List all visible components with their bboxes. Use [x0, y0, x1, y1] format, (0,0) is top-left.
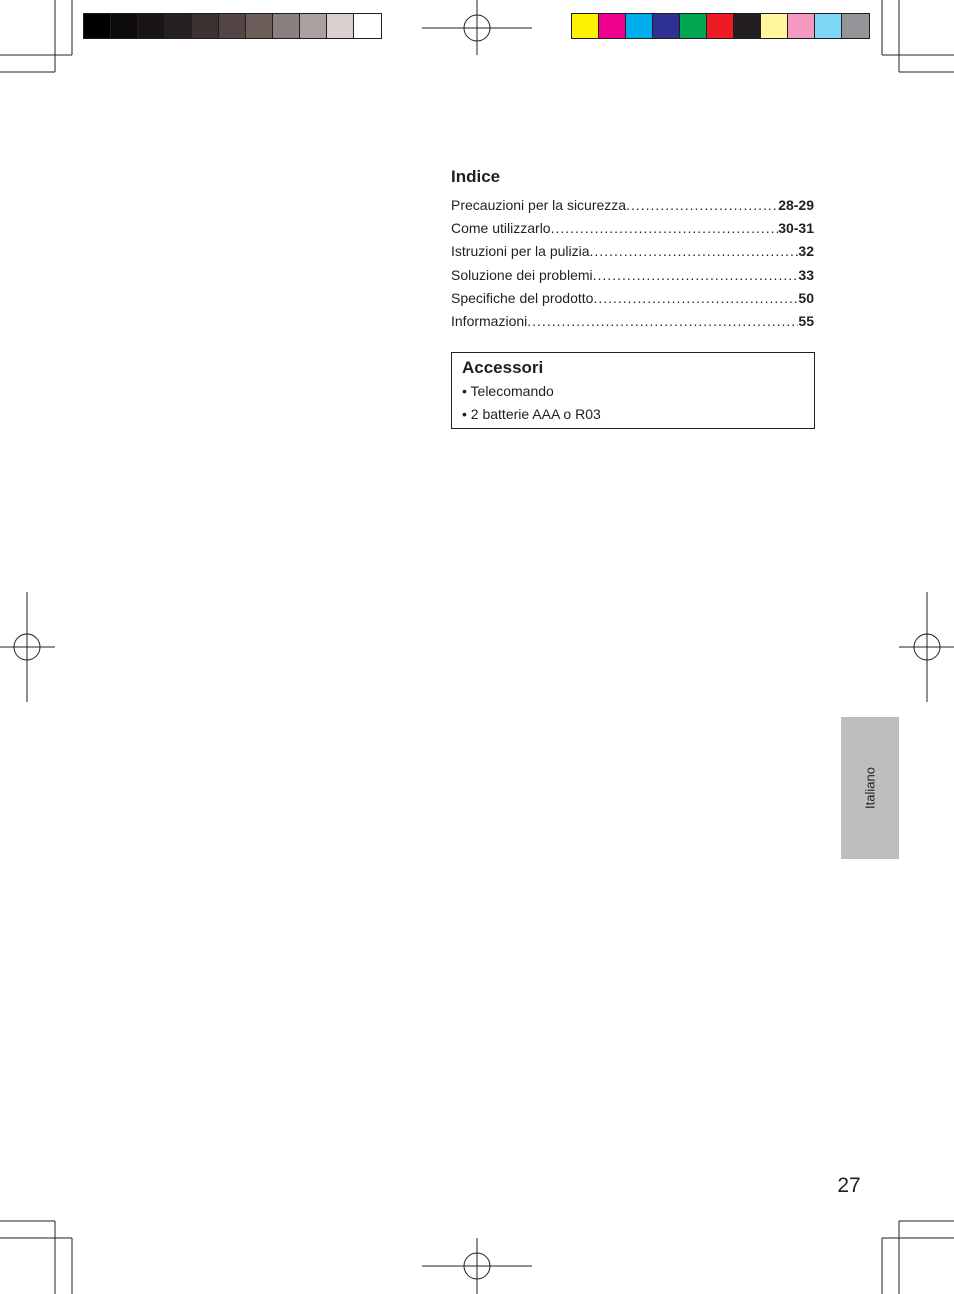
- accessories-title: Accessori: [462, 358, 544, 377]
- toc-entry-page: 30-31: [778, 220, 814, 237]
- color-swatch: [111, 14, 138, 38]
- leader-dots: [626, 194, 778, 217]
- toc-entry[interactable]: [451, 240, 814, 263]
- toc-title: Indice: [451, 167, 501, 186]
- toc-entry[interactable]: [451, 310, 814, 333]
- accessory-item: • 2 batterie AAA o R03: [462, 406, 601, 422]
- leader-dots: [551, 217, 779, 240]
- toc-entry[interactable]: [451, 217, 814, 240]
- grayscale-color-bar: [83, 13, 382, 39]
- color-swatch: [327, 14, 354, 38]
- color-swatch: [246, 14, 273, 38]
- toc-entry-page: 33: [798, 266, 814, 283]
- color-swatch: [842, 14, 869, 38]
- accessories-box: [451, 352, 815, 429]
- color-swatch: [626, 14, 653, 38]
- color-swatch: [815, 14, 842, 38]
- registration-mark-right: [899, 592, 954, 702]
- toc-entry-label: Specifiche del prodotto: [451, 289, 594, 306]
- registration-mark-left: [0, 592, 55, 702]
- accessory-item: • Telecomando: [462, 383, 554, 399]
- color-swatch: [653, 14, 680, 38]
- color-swatch: [707, 14, 734, 38]
- color-swatch: [734, 14, 761, 38]
- color-swatch: [219, 14, 246, 38]
- leader-dots: [527, 310, 798, 333]
- page-number: 27: [837, 1174, 861, 1197]
- table-of-contents: [451, 166, 814, 333]
- color-swatch: [761, 14, 788, 38]
- color-swatch: [192, 14, 219, 38]
- toc-entry-label: Soluzione dei problemi: [451, 266, 593, 283]
- toc-entry[interactable]: [451, 287, 814, 310]
- leader-dots: [593, 264, 799, 287]
- toc-entry[interactable]: [451, 194, 814, 217]
- leader-dots: [590, 240, 799, 263]
- toc-entry-page: 32: [798, 243, 814, 260]
- registration-mark-bottom: [422, 1238, 532, 1294]
- toc-entry-label: Precauzioni per la sicurezza: [451, 197, 627, 213]
- toc-entry-label: Istruzioni per la pulizia: [451, 243, 590, 260]
- toc-entry[interactable]: [451, 264, 814, 287]
- toc-entry-label: Come utilizzarlo: [451, 220, 551, 237]
- color-swatch: [273, 14, 300, 38]
- registration-mark-top: [422, 0, 532, 55]
- color-swatch: [599, 14, 626, 38]
- color-swatch: [165, 14, 192, 38]
- color-swatch: [680, 14, 707, 38]
- language-side-tab: [841, 717, 899, 859]
- color-swatch: [138, 14, 165, 38]
- color-swatch: [572, 14, 599, 38]
- color-swatch: [84, 14, 111, 38]
- toc-entry-label: Informazioni: [451, 312, 528, 329]
- color-swatch: [354, 14, 381, 38]
- toc-list: [451, 194, 814, 333]
- process-color-bar: [571, 13, 870, 39]
- leader-dots: [593, 287, 798, 310]
- toc-entry-page: 50: [798, 289, 814, 306]
- language-tab-label: Italiano: [862, 767, 878, 809]
- color-swatch: [300, 14, 327, 38]
- color-swatch: [788, 14, 815, 38]
- toc-entry-page: 55: [798, 312, 814, 329]
- toc-entry-page: 28-29: [778, 197, 814, 213]
